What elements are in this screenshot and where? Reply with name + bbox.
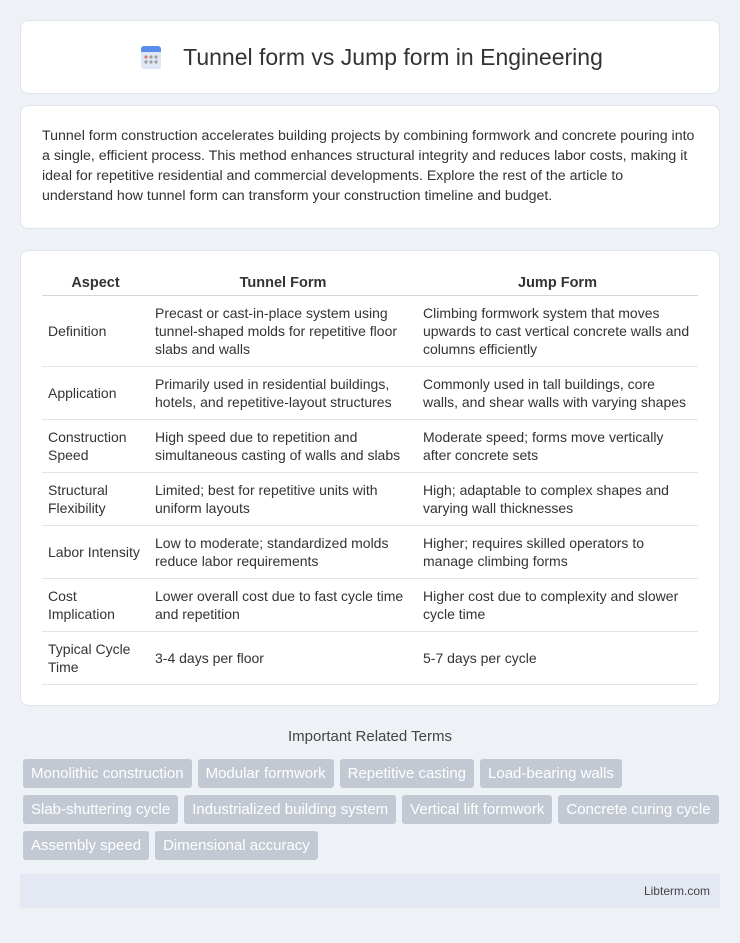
related-tag[interactable]: Concrete curing cycle	[558, 795, 718, 824]
row-tunnel: Lower overall cost due to fast cycle time and repetition	[149, 579, 417, 632]
row-aspect: Definition	[42, 296, 149, 367]
row-aspect: Structural Flexibility	[42, 473, 149, 526]
table-row	[42, 579, 698, 632]
row-jump: Climbing formwork system that moves upwards to cast vertical concrete walls and columns efficiently	[417, 296, 698, 367]
comparison-table	[42, 271, 698, 685]
row-jump: 5-7 days per cycle	[417, 632, 698, 685]
footer-brand-link[interactable]: Libterm.com	[643, 884, 710, 898]
header-tunnel-form: Tunnel Form	[149, 271, 417, 296]
row-aspect: Cost Implication	[42, 579, 149, 632]
intro-card	[20, 105, 720, 229]
row-jump: Higher; requires skilled operators to manage climbing forms	[417, 526, 698, 579]
related-tag[interactable]: Vertical lift formwork	[402, 795, 552, 824]
row-tunnel: Low to moderate; standardized molds reduce labor requirements	[149, 526, 417, 579]
row-aspect: Construction Speed	[42, 420, 149, 473]
table-row	[42, 296, 698, 367]
page-title: Tunnel form vs Jump form in Engineering	[183, 43, 603, 70]
table-row	[42, 473, 698, 526]
table-row	[42, 367, 698, 420]
row-tunnel: Limited; best for repetitive units with uniform layouts	[149, 473, 417, 526]
related-tag[interactable]: Repetitive casting	[340, 759, 474, 788]
related-terms-title: Important Related Terms	[288, 728, 452, 745]
comparison-card	[20, 250, 720, 706]
table-row	[42, 526, 698, 579]
document-icon	[137, 43, 165, 71]
row-tunnel: Precast or cast-in-place system using tunnel-shaped molds for repetitive floor slabs and walls	[149, 296, 417, 367]
footer	[20, 874, 720, 908]
related-tag[interactable]: Load-bearing walls	[480, 759, 622, 788]
row-tunnel: 3-4 days per floor	[149, 632, 417, 685]
related-tag[interactable]: Dimensional accuracy	[155, 831, 318, 860]
row-jump: Moderate speed; forms move vertically after concrete sets	[417, 420, 698, 473]
table-header-row	[42, 271, 698, 296]
row-jump: Higher cost due to complexity and slower cycle time	[417, 579, 698, 632]
intro-text: Tunnel form construction accelerates building projects by combining formwork and concrete pouring into a single, efficient process. This method enhances structural integrity and reduces labor costs, making it ideal for repetitive residential and commercial developments. Explore the rest of the article to understand how tunnel form can transform your construction timeline and budget.	[42, 128, 695, 204]
row-aspect: Labor Intensity	[42, 526, 149, 579]
related-tags	[23, 759, 720, 860]
header-aspect: Aspect	[42, 271, 149, 296]
header-card	[20, 20, 720, 94]
related-tag[interactable]: Monolithic construction	[23, 759, 192, 788]
row-jump: Commonly used in tall buildings, core walls, and shear walls with varying shapes	[417, 367, 698, 420]
related-tag[interactable]: Assembly speed	[23, 831, 149, 860]
header-jump-form: Jump Form	[417, 271, 698, 296]
row-tunnel: Primarily used in residential buildings, hotels, and repetitive-layout structures	[149, 367, 417, 420]
row-aspect: Application	[42, 367, 149, 420]
related-tag[interactable]: Slab-shuttering cycle	[23, 795, 178, 824]
table-row	[42, 632, 698, 685]
row-aspect: Typical Cycle Time	[42, 632, 149, 685]
related-tag[interactable]: Modular formwork	[198, 759, 334, 788]
table-row	[42, 420, 698, 473]
row-tunnel: High speed due to repetition and simultaneous casting of walls and slabs	[149, 420, 417, 473]
row-jump: High; adaptable to complex shapes and varying wall thicknesses	[417, 473, 698, 526]
related-tag[interactable]: Industrialized building system	[184, 795, 396, 824]
